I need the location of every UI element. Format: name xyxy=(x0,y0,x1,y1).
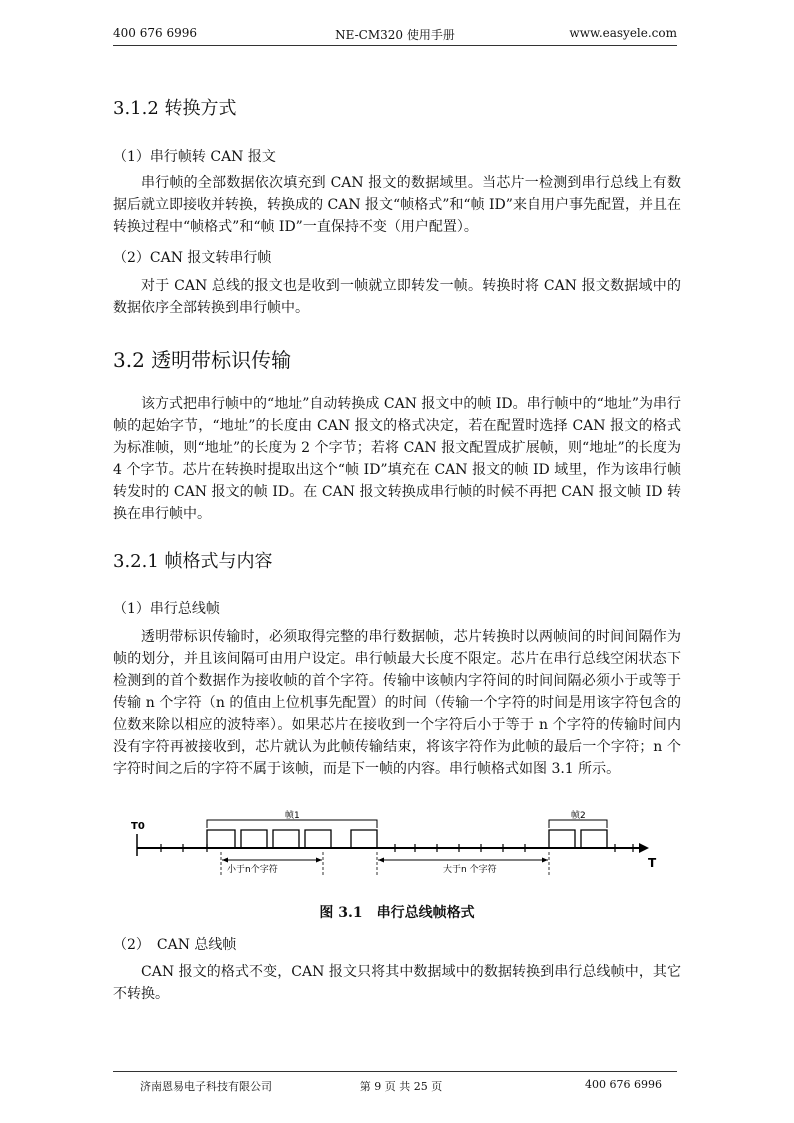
greater-than-label: 大于n 个字符 xyxy=(443,865,497,875)
less-than-label: 小于n个字符 xyxy=(227,865,278,875)
gap-arrow-large-head-left xyxy=(378,858,384,863)
frame2-bracket xyxy=(549,820,607,828)
label-t0: T0 xyxy=(131,821,145,832)
frame1-chars xyxy=(207,830,377,848)
footer-rule xyxy=(113,1071,677,1072)
footer-page-number: 第 9 页 共 25 页 xyxy=(359,1080,443,1093)
paragraph: 对于 CAN 总线的报文也是收到一帧就立即转发一帧。转换时将 CAN 报文数据域中的数据依序全部转换到串行帧中。 xyxy=(113,278,681,316)
header-rule xyxy=(113,45,677,46)
paragraph: 串行帧的全部数据依次填充到 CAN 报文的数据域里。当芯片一检测到串行总线上有数据后就立即接收并转换，转换成的 CAN 报文“帧格式”和“帧 ID”来自用户事先配置，并且在转换过程中“帧格式”和“帧 ID”一直保持不变（用户配置）。 xyxy=(113,175,681,235)
page-header xyxy=(113,24,677,44)
figure-caption: 图 3.1 串行总线帧格式 xyxy=(319,905,475,921)
footer-company: 济南恩易电子科技有限公司 xyxy=(140,1080,272,1093)
subheading-can-to-serial: （2）CAN 报文转串行帧 xyxy=(113,250,272,266)
serial-frame-diagram xyxy=(125,808,665,894)
subheading-serial-bus-frame: （1）串行总线帧 xyxy=(113,601,220,617)
gap-arrow-large-head-right xyxy=(542,858,548,863)
frame1-bracket xyxy=(207,820,377,828)
header-title: NE-CM320 使用手册 xyxy=(335,28,455,42)
time-axis-arrow xyxy=(639,843,649,853)
paragraph: 透明带标识传输时，必须取得完整的串行数据帧，芯片转换时以两帧间的时间间隔作为帧的划分，并且该间隔可由用户设定。串行帧最大长度不限定。芯片在串行总线空闲状态下检测到的首个数据作为接收帧的首个字符。传输中该帧内字符间的时间间隔必须小于或等于传输 n 个字符（n 的值由上位机事先配置）的时间（传输一个字符的时间是用该字符包含的位数来除以相应的波特率）。如果芯片在接收到一个字符后小于等于 n 个字符的传输时间内没有字符再被接收到，芯片就认为此帧传输结束，将该字符作为此帧的最后一个字符；n 个字符时间之后的字符不属于该帧，而是下一帧的内容。串行帧格式如图 3.1 所示。 xyxy=(113,629,681,777)
frame2-chars xyxy=(549,830,607,848)
section-heading-3-1-2: 3.1.2 转换方式 xyxy=(113,98,237,119)
paragraph: 该方式把串行帧中的“地址”自动转换成 CAN 报文中的帧 ID。串行帧中的“地址”为串行帧的起始字节，“地址”的长度由 CAN 报文的格式决定，若在配置时选择 CAN 报文的格式为标准帧，则“地址”的长度为 2 个字节；若将 CAN 报文配置成扩展帧，则“地址”的长度为 4 个字节。芯片在转换时提取出这个“帧 ID”填充在 CAN 报文的帧 ID 域里，作为该串行帧转发时的 CAN 报文的帧 ID。在 CAN 报文转换成串行帧的时候不再把 CAN 报文帧 ID 转换在串行帧中。 xyxy=(113,396,681,522)
footer-phone: 400 676 6996 xyxy=(585,1078,662,1091)
paragraph: CAN 报文的格式不变，CAN 报文只将其中数据域中的数据转换到串行总线帧中，其它不转换。 xyxy=(113,964,681,1002)
section-heading-3-2-1: 3.2.1 帧格式与内容 xyxy=(113,551,273,572)
frame2-label: 帧2 xyxy=(571,811,586,821)
gap-arrow-small-head-left xyxy=(222,858,228,863)
gap-arrow-small-head-right xyxy=(316,858,322,863)
subheading-serial-to-can: （1）串行帧转 CAN 报文 xyxy=(113,149,276,165)
subheading-can-bus-frame: （2） CAN 总线帧 xyxy=(113,937,237,953)
label-t: T xyxy=(648,856,657,870)
header-website: www.easyele.com xyxy=(569,26,677,40)
section-heading-3-2: 3.2 透明带标识传输 xyxy=(113,348,292,372)
header-phone: 400 676 6996 xyxy=(113,26,197,40)
frame1-label: 帧1 xyxy=(285,811,300,821)
